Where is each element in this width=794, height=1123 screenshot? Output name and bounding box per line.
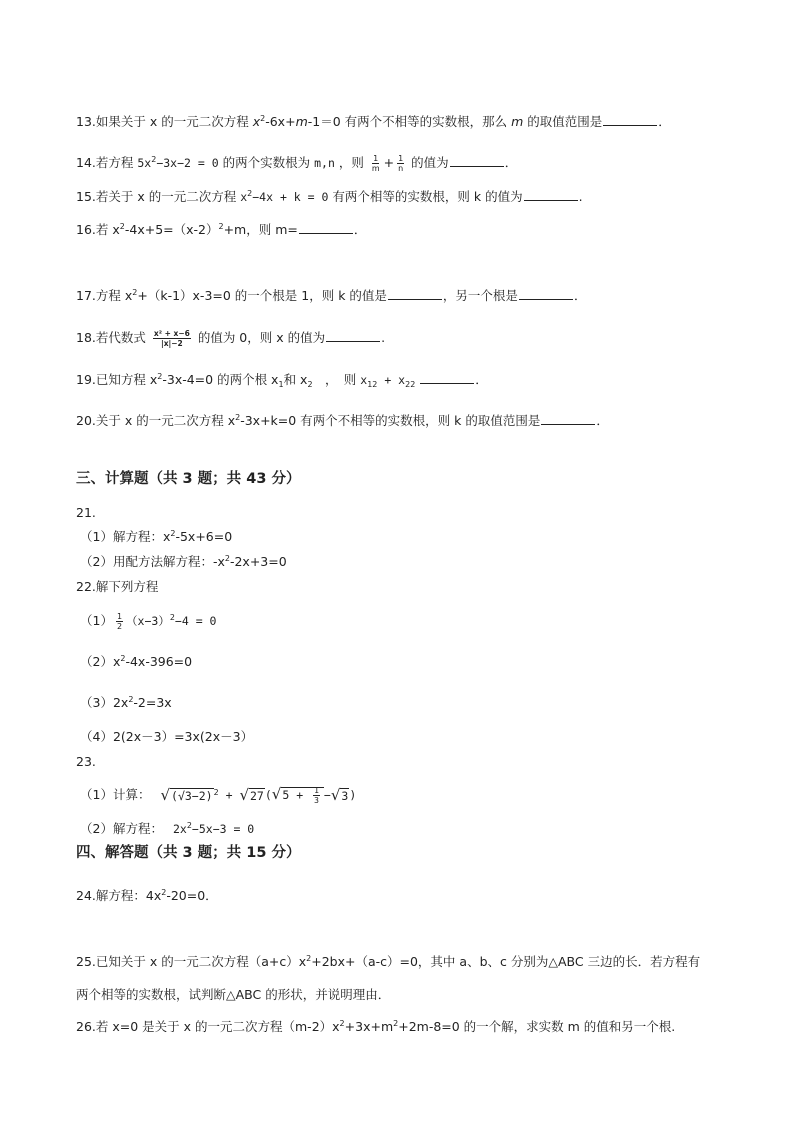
question-16: 16.若 $x^2-4x+5=(x-2)^2+m$，则 m= ． — [76, 222, 367, 237]
question-22-part-3: $(3)2x^2-2=3x$ — [80, 695, 172, 710]
answer-blank[interactable] — [326, 330, 380, 342]
answer-blank[interactable] — [603, 114, 657, 126]
question-21-part-2: （2）用配方法解方程：$-x^2-2x+3=0$ — [80, 554, 287, 569]
answer-blank[interactable] — [299, 222, 353, 234]
radical-expression: $√(√3-2)^2$ — [160, 786, 219, 804]
section-4-heading: 四、解答题（共 3 题；共 15 分） — [76, 845, 301, 861]
question-18: 18.若代数式 $\frac{\text{x² + x−6}}{|x|-2}$ 的值为 0，则 x 的值为 . — [76, 329, 386, 348]
question-24: 24.解方程：$4x^2-20=0$． — [76, 888, 218, 903]
answer-blank[interactable] — [524, 189, 578, 201]
question-22-part-1: （1） $\frac{1}{2}$ $(x-3)^2-4 = 0$ — [80, 612, 217, 631]
question-23-number: 23. — [76, 754, 96, 769]
question-20: 20.关于 x 的一元二次方程 $x^2-3x+k=0$ 有两个不相等的实数根，则 k 的取值范围是 ． — [76, 413, 609, 428]
answer-blank[interactable] — [541, 413, 595, 425]
question-21-number: 21. — [76, 505, 96, 520]
fraction-one-third: $\frac{1}{3}$ — [314, 786, 319, 805]
question-22-part-4: （4）2(2x－3）=3x(2x－3） — [80, 729, 254, 744]
section-3-heading: 三、计算题（共 3 题；共 43 分） — [76, 471, 301, 487]
question-19: 19.已知方程 $x^2-3x-4=0$ 的两个根 $x_1$和 $x_2$ ， 则 $x_{12} + x_{22}$ ． — [76, 372, 488, 389]
question-23-part-2: （2）解方程： $2x^2-5x-3 = 0$ — [80, 821, 255, 836]
fraction-1-over-n: $\frac{1}{n}$ — [398, 154, 404, 173]
question-14: 14.若方程 $5x^2-3x-2 = 0$ 的两个实数根为 m,n ，则 $\frac{1}{m}$ + $\frac{1}{n}$ 的值为 ． — [76, 154, 518, 173]
question-25-line-1: 25.已知关于 x 的一元二次方程$(a+c)x^2+2bx+(a-c)=0$，其中 a、b、c 分别为△ABC 三边的长．若方程有 — [76, 954, 701, 969]
question-22-title: 22.解下列方程 — [76, 579, 159, 594]
radical-5-plus-third: √5 + $\frac{1}{3}$ — [272, 786, 324, 805]
question-26: 26.若 x=0 是关于 x 的一元二次方程$(m-2)x^2+3x+m^2+2m-8=0$ 的一个解，求实数 m 的值和另一个根. — [76, 1019, 676, 1034]
answer-blank[interactable] — [519, 288, 573, 300]
answer-blank[interactable] — [420, 372, 474, 384]
fraction-one-half: $\frac{1}{2}$ — [116, 612, 123, 631]
radical-27: √27 — [239, 786, 264, 804]
question-13: 13.如果关于 x 的一元二次方程 $x^2-6x+m-1=0$ 有两个不相等的实数根，那么 m 的取值范围是 ． — [76, 114, 671, 129]
question-21-part-1: （1）解方程：$x^2-5x+6=0$ — [80, 529, 233, 544]
answer-blank[interactable] — [388, 288, 442, 300]
question-25-line-2: 两个相等的实数根，试判断△ABC 的形状，并说明理由． — [76, 987, 391, 1002]
answer-blank[interactable] — [450, 155, 504, 167]
question-22-part-2: $(2)x^2-4x-396=0$ — [80, 654, 193, 669]
question-23-part-1: （1）计算： $√(√3-2)^2 + √27(√5$ + $\frac{1}{3}$ −√3) — [80, 785, 357, 805]
question-15: 15.若关于 x 的一元二次方程 $x^2-4x + k = 0$ 有两个相等的实数根，则 k 的值为 . — [76, 189, 583, 204]
algebraic-fraction: $\frac{\text{x² + x−6}}{|x|-2}$ — [153, 329, 190, 348]
fraction-1-over-m: $\frac{1}{m}$ — [371, 154, 380, 173]
question-17: 17.方程 $x^2+(k-1)x-3=0$ 的一个根是 1，则 k 的值是 ，另一个根是 ． — [76, 288, 587, 303]
radical-3: √3 — [330, 786, 349, 804]
